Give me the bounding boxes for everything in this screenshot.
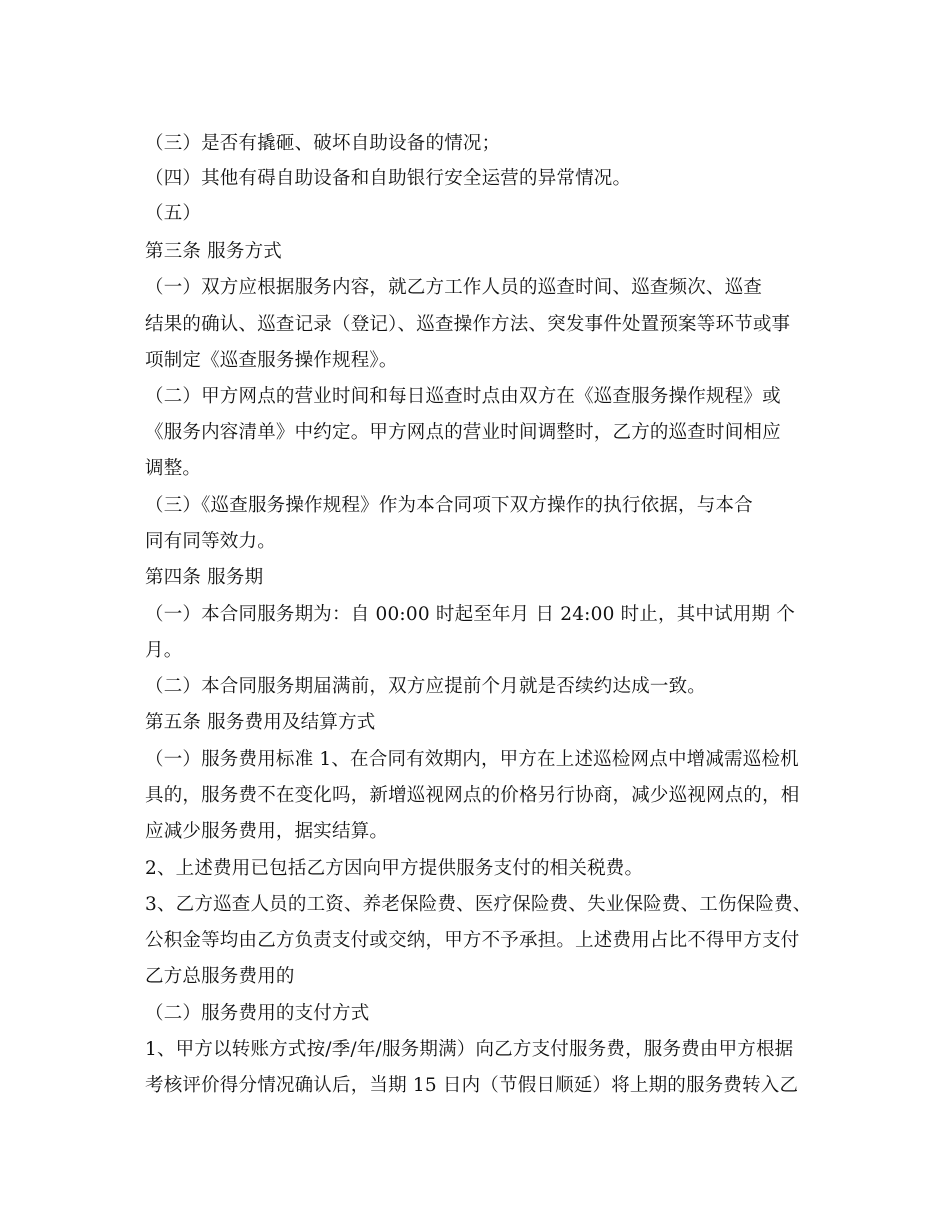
text-line: （二）甲方网点的营业时间和每日巡查时点由双方在《巡查服务操作规程》或 bbox=[145, 386, 781, 407]
text-line: 1、甲方以转账方式按/季/年/服务期满）向乙方支付服务费，服务费由甲方根据 bbox=[145, 1039, 794, 1060]
text-line: 《服务内容清单》中约定。甲方网点的营业时间调整时，乙方的巡查时间相应 bbox=[145, 422, 781, 443]
text-line: （一）服务费用标准 1、在合同有效期内，甲方在上述巡检网点中增减需巡检机 bbox=[145, 749, 799, 770]
text-line: （三）《巡查服务操作规程》作为本合同项下双方操作的执行依据，与本合 bbox=[145, 495, 753, 516]
text-line: （一）双方应根据服务内容，就乙方工作人员的巡查时间、巡查频次、巡查 bbox=[145, 277, 763, 298]
text-line: （二）服务费用的支付方式 bbox=[145, 1003, 370, 1024]
section-heading: 第五条 服务费用及结算方式 bbox=[145, 712, 376, 733]
text-line: 同有同等效力。 bbox=[145, 531, 276, 552]
text-line: 结果的确认、巡查记录（登记）、巡查操作方法、突发事件处置预案等环节或事 bbox=[145, 314, 791, 335]
text-line: （五） bbox=[145, 203, 202, 224]
text-line: （四）其他有碍自助设备和自助银行安全运营的异常情况。 bbox=[145, 168, 632, 189]
text-line: 乙方总服务费用的 bbox=[145, 966, 295, 987]
text-line: （三）是否有撬砸、破坏自助设备的情况； bbox=[145, 133, 501, 154]
text-line: （二）本合同服务期届满前，双方应提前个月就是否续约达成一致。 bbox=[145, 676, 707, 697]
text-line: 考核评价得分情况确认后，当期 15 日内（节假日顺延）将上期的服务费转入乙 bbox=[145, 1075, 799, 1096]
text-line: 项制定《巡查服务操作规程》。 bbox=[145, 350, 398, 371]
section-heading: 第三条 服务方式 bbox=[145, 241, 282, 262]
text-line: 具的，服务费不在变化吗，新增巡视网点的价格另行协商，减少巡视网点的，相 bbox=[145, 785, 800, 806]
text-line: 月。 bbox=[145, 640, 183, 661]
section-heading: 第四条 服务期 bbox=[145, 567, 264, 588]
text-line: 公积金等均由乙方负责支付或交纳，甲方不予承担。上述费用占比不得甲方支付 bbox=[145, 930, 800, 951]
text-line: 应减少服务费用，据实结算。 bbox=[145, 821, 389, 842]
text-line: 2、上述费用已包括乙方因向甲方提供服务支付的相关税费。 bbox=[145, 858, 644, 879]
text-line: 3、乙方巡查人员的工资、养老保险费、医疗保险费、失业保险费、工伤保险费、 bbox=[145, 894, 812, 915]
text-line: 调整。 bbox=[145, 458, 202, 479]
text-line: （一）本合同服务期为：自 00:00 时起至年月 日 24:00 时止，其中试用期 个 bbox=[145, 604, 796, 625]
